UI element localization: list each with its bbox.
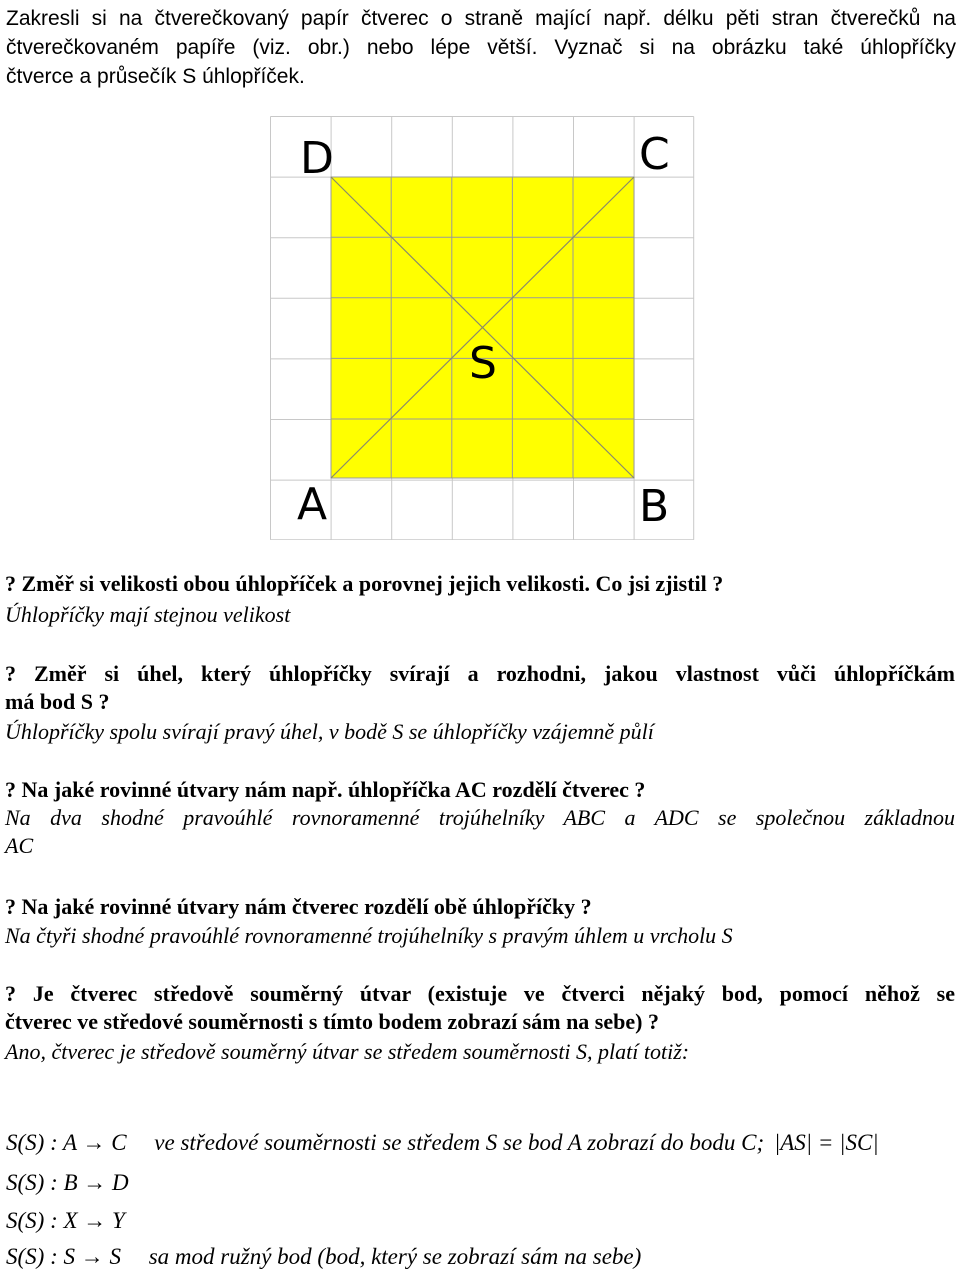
question-5-line-1: ? Je čtverec středově souměrný útvar (existuje ve čtverci nějaký bod, pomocí něhož se [5, 981, 955, 1006]
math-row-4-text: sa mod ružný bod (bod, který se zobrazí sám na sebe) [148, 1244, 642, 1269]
math-row-3: S(S) : X → Y [6, 1208, 125, 1233]
label-s: S [469, 338, 497, 389]
question-2-line-1: ? Změř si úhel, který úhlopříčky svírají a rozhodni, jakou vlastnost vůči úhlopříčkám [5, 661, 955, 686]
math-row-1-text: ve středové souměrnosti se středem S se bod A zobrazí do bodu C; [154, 1130, 765, 1155]
label-a: A [297, 479, 328, 530]
math-row-1-expr: S(S) : A → C [6, 1130, 127, 1155]
answer-2: Úhlopříčky spolu svírají pravý úhel, v bodě S se úhlopříčky vzájemně půlí [5, 719, 654, 744]
label-c: C [639, 129, 670, 180]
answer-3-line-2: AC [5, 833, 34, 858]
square-grid-figure [270, 116, 696, 540]
intro-paragraph [6, 4, 956, 91]
answer-3 [5, 804, 955, 860]
answer-5: Ano, čtverec je středově souměrný útvar se středem souměrnosti S, platí totiž: [5, 1039, 690, 1064]
math-row-2: S(S) : B → D [6, 1170, 129, 1195]
question-3: ? Na jaké rovinné útvary nám např. úhlopříčka AC rozdělí čtverec ? [5, 777, 646, 802]
answer-4: Na čtyři shodné pravoúhlé rovnoramenné trojúhelníky s pravým úhlem u vrcholu S [5, 923, 733, 948]
intro-line-3: čtverce a průsečík S úhlopříček. [6, 65, 305, 88]
question-5 [5, 980, 955, 1036]
intro-line-1: Zakresli si na čtverečkovaný papír čtverec o straně mající např. délku pěti stran čtverečků na [6, 7, 956, 30]
math-row-1-eq: |AS| = |SC| [773, 1130, 879, 1155]
math-row-4 [6, 1244, 641, 1270]
question-2-line-2: má bod S ? [5, 689, 110, 714]
answer-3-line-1: Na dva shodné pravoúhlé rovnoramenné trojúhelníky ABC a ADC se společnou základnou [5, 805, 955, 830]
question-1: ? Změř si velikosti obou úhlopříček a porovnej jejich velikosti. Co jsi zjistil ? [5, 571, 724, 596]
question-5-line-2: čtverec ve středové souměrnosti s tímto bodem zobrazí sám na sebe) ? [5, 1009, 659, 1034]
label-d: D [300, 133, 334, 184]
intro-line-2: čtverečkovaném papíře (viz. obr.) nebo lépe větší. Vyznač si na obrázku také úhlopříčky [6, 36, 956, 59]
label-b: B [639, 481, 670, 532]
answer-1: Úhlopříčky mají stejnou velikost [5, 602, 291, 627]
question-2 [5, 660, 955, 716]
math-row-4-expr: S(S) : S → S [6, 1244, 121, 1269]
math-row-1 [6, 1130, 879, 1156]
question-4: ? Na jaké rovinné útvary nám čtverec rozdělí obě úhlopříčky ? [5, 894, 592, 919]
